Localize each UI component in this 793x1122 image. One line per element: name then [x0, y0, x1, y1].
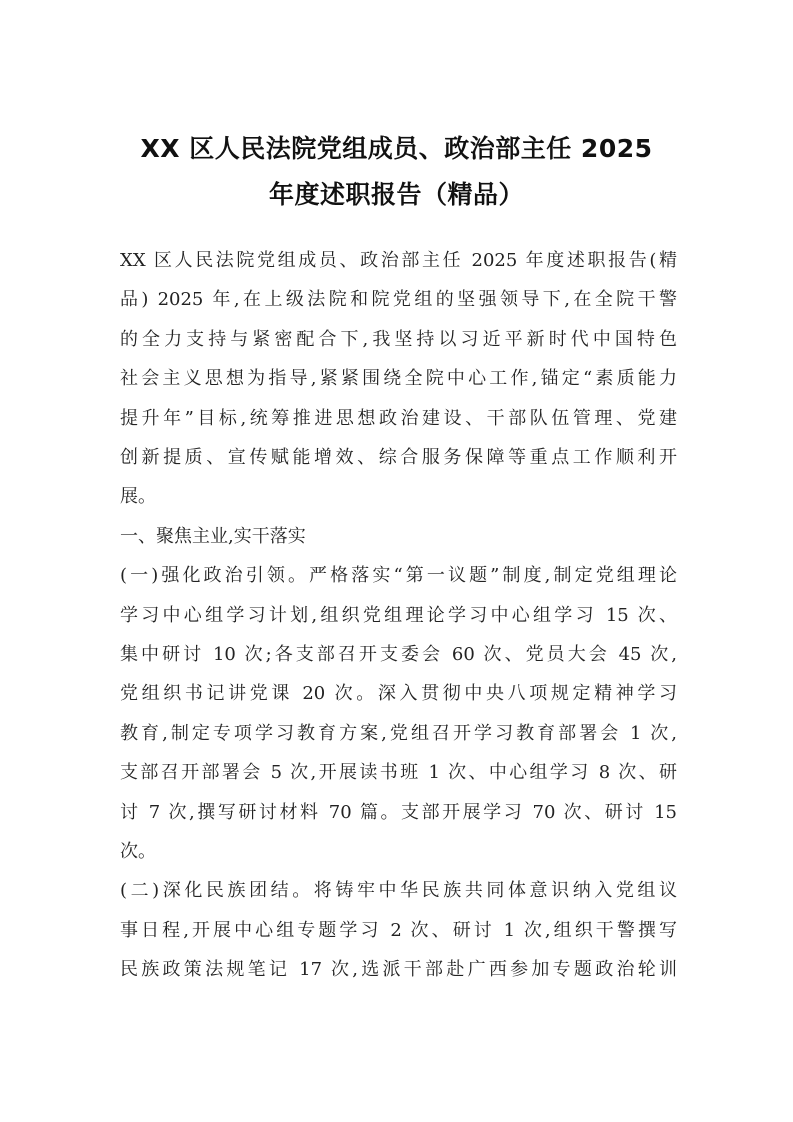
body-line: 品) 2025 年,在上级法院和院党组的坚强领导下,在全院干警 [120, 289, 677, 311]
body-line: 讨 7 次,撰写研讨材料 70 篇。支部开展学习 70 次、研讨 15 [120, 801, 677, 823]
document-title-line-1: XX 区人民法院党组成员、政治部主任 2025 [140, 134, 653, 163]
body-line: 党组织书记讲党课 20 次。深入贯彻中央八项规定精神学习 [120, 683, 677, 705]
body-line: 教育,制定专项学习教育方案,党组召开学习教育部署会 1 次, [120, 722, 677, 744]
body-line: 次。 [120, 841, 156, 862]
body-line: 集中研讨 10 次;各支部召开支委会 60 次、党员大会 45 次, [120, 644, 677, 665]
body-line: 提升年”目标,统筹推进思想政治建设、干部队伍管理、党建 [120, 407, 677, 429]
body-line: 支部召开部署会 5 次,开展读书班 1 次、中心组学习 8 次、研 [120, 762, 677, 784]
body-line: XX 区人民法院党组成员、政治部主任 2025 年度述职报告(精 [120, 250, 677, 271]
body-line: 民族政策法规笔记 17 次,选派干部赴广西参加专题政治轮训 [120, 959, 677, 981]
document-title-line-2: 年度述职报告（精品） [268, 180, 524, 209]
body-line: 学习中心组学习计划,组织党组理论学习中心组学习 15 次、 [120, 604, 677, 626]
body-line: 一、聚焦主业,实干落实 [120, 525, 306, 547]
body-line: (一)强化政治引领。严格落实“第一议题”制度,制定党组理论 [120, 565, 677, 587]
body-line: (二)深化民族团结。将铸牢中华民族共同体意识纳入党组议 [120, 880, 677, 902]
body-line: 的全力支持与紧密配合下,我坚持以习近平新时代中国特色 [120, 328, 677, 350]
body-line: 事日程,开展中心组专题学习 2 次、研讨 1 次,组织干警撰写 [120, 919, 677, 941]
body-line: 创新提质、宣传赋能增效、综合服务保障等重点工作顺利开 [120, 447, 677, 468]
body-line: 社会主义思想为指导,紧紧围绕全院中心工作,锚定“素质能力 [120, 368, 677, 390]
body-line: 展。 [120, 486, 156, 508]
